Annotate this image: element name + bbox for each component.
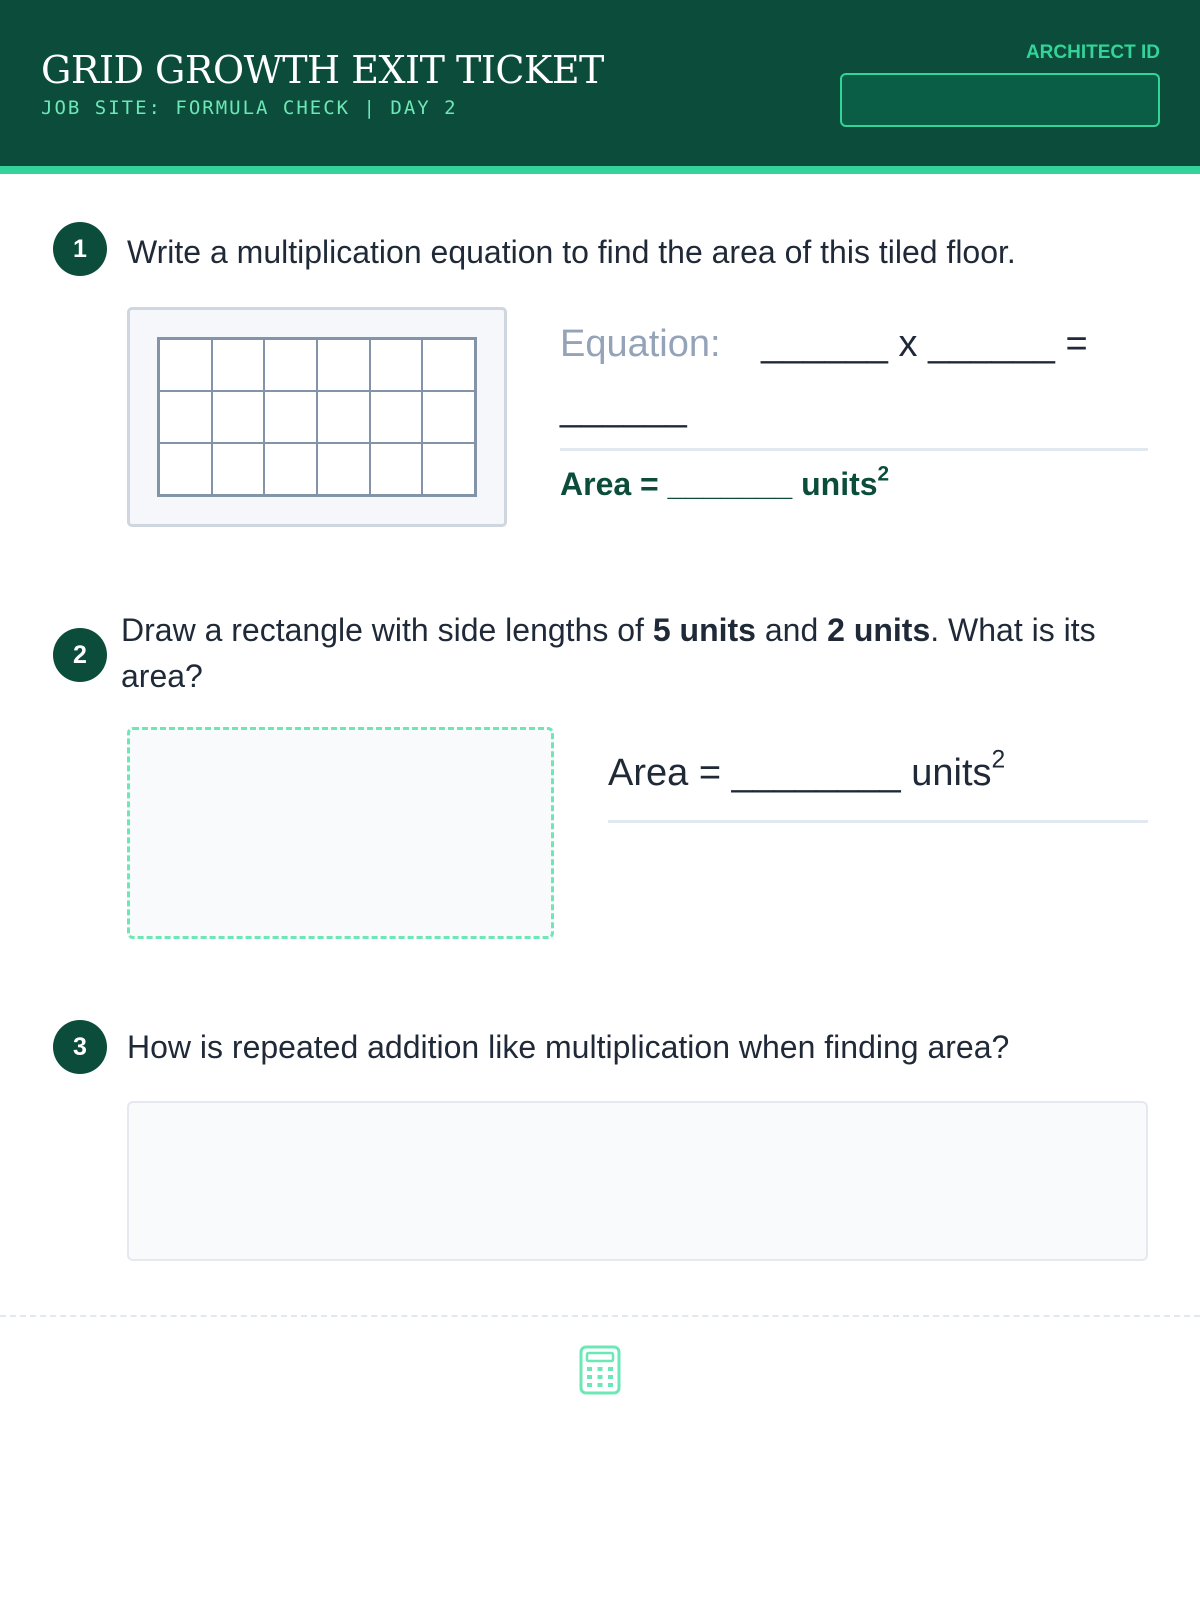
floor-tile [264,391,317,443]
floor-tile [212,339,265,391]
area-label: Area = [560,466,659,502]
calculator-icon [579,1345,621,1395]
question-2-text-start: Draw a rectangle with side lengths of [121,612,653,648]
floor-tile [370,443,423,495]
equation-equals-sign: = [1065,323,1088,365]
floor-tile [317,391,370,443]
question-2-side-length-1: 5 units [652,612,756,648]
question-3-text: How is repeated addition like multiplication when finding area? [127,1029,1010,1065]
floor-tile [264,443,317,495]
area-label: Area = [608,752,722,794]
question-3-number: 3 [53,1020,107,1074]
equation-divider [560,448,1148,451]
tiled-floor-grid [157,337,477,497]
floor-tile [212,391,265,443]
question-2-number: 2 [53,628,107,682]
floor-tile [370,339,423,391]
floor-tile [159,339,212,391]
equation-times-sign: x [898,323,918,365]
area-units: units [911,752,992,794]
rectangle-drawing-area[interactable] [127,727,554,939]
equation-label: Equation: [560,323,721,365]
floor-tile [422,391,475,443]
floor-tile [159,391,212,443]
question-1-text: Write a multiplication equation to find the area of this tiled floor. [127,234,1016,270]
question-2-area-divider [608,820,1148,823]
floor-tile [317,443,370,495]
question-2-side-length-2: 2 units [827,612,931,648]
floor-tile [370,391,423,443]
question-2-text-end: . What is its area? [121,612,1096,694]
question-2-area-line [608,746,1006,795]
floor-tile [264,339,317,391]
equation-blank-factor-1[interactable]: ______ [761,323,888,365]
architect-id-input[interactable] [840,73,1160,127]
header-accent-bar [0,166,1200,174]
question-2-text [121,607,1131,699]
floor-tile [317,339,370,391]
architect-id-label: ARCHITECT ID [1025,42,1160,63]
footer-divider [0,1315,1200,1317]
question-2-text-middle: and [755,612,828,648]
floor-tile [159,443,212,495]
question-3-answer-box[interactable] [127,1101,1148,1261]
page-title: GRID GROWTH EXIT TICKET [41,48,604,92]
equation-block [560,312,1148,451]
equation-blank-factor-2[interactable]: ______ [928,323,1055,365]
floor-tile [422,339,475,391]
equation-line [560,312,1148,440]
floor-tile [422,443,475,495]
area-blank[interactable]: _______ [667,466,793,502]
area-exponent: 2 [877,462,890,486]
page-subtitle: JOB SITE: FORMULA CHECK | DAY 2 [41,97,458,119]
equation-blank-product[interactable]: ______ [560,387,687,429]
question-1-area-line [560,462,890,503]
floor-tile [212,443,265,495]
question-1-number: 1 [53,222,107,276]
header [0,0,1200,166]
area-units: units [801,466,878,502]
area-blank[interactable]: ________ [731,752,901,794]
area-exponent: 2 [991,746,1006,774]
